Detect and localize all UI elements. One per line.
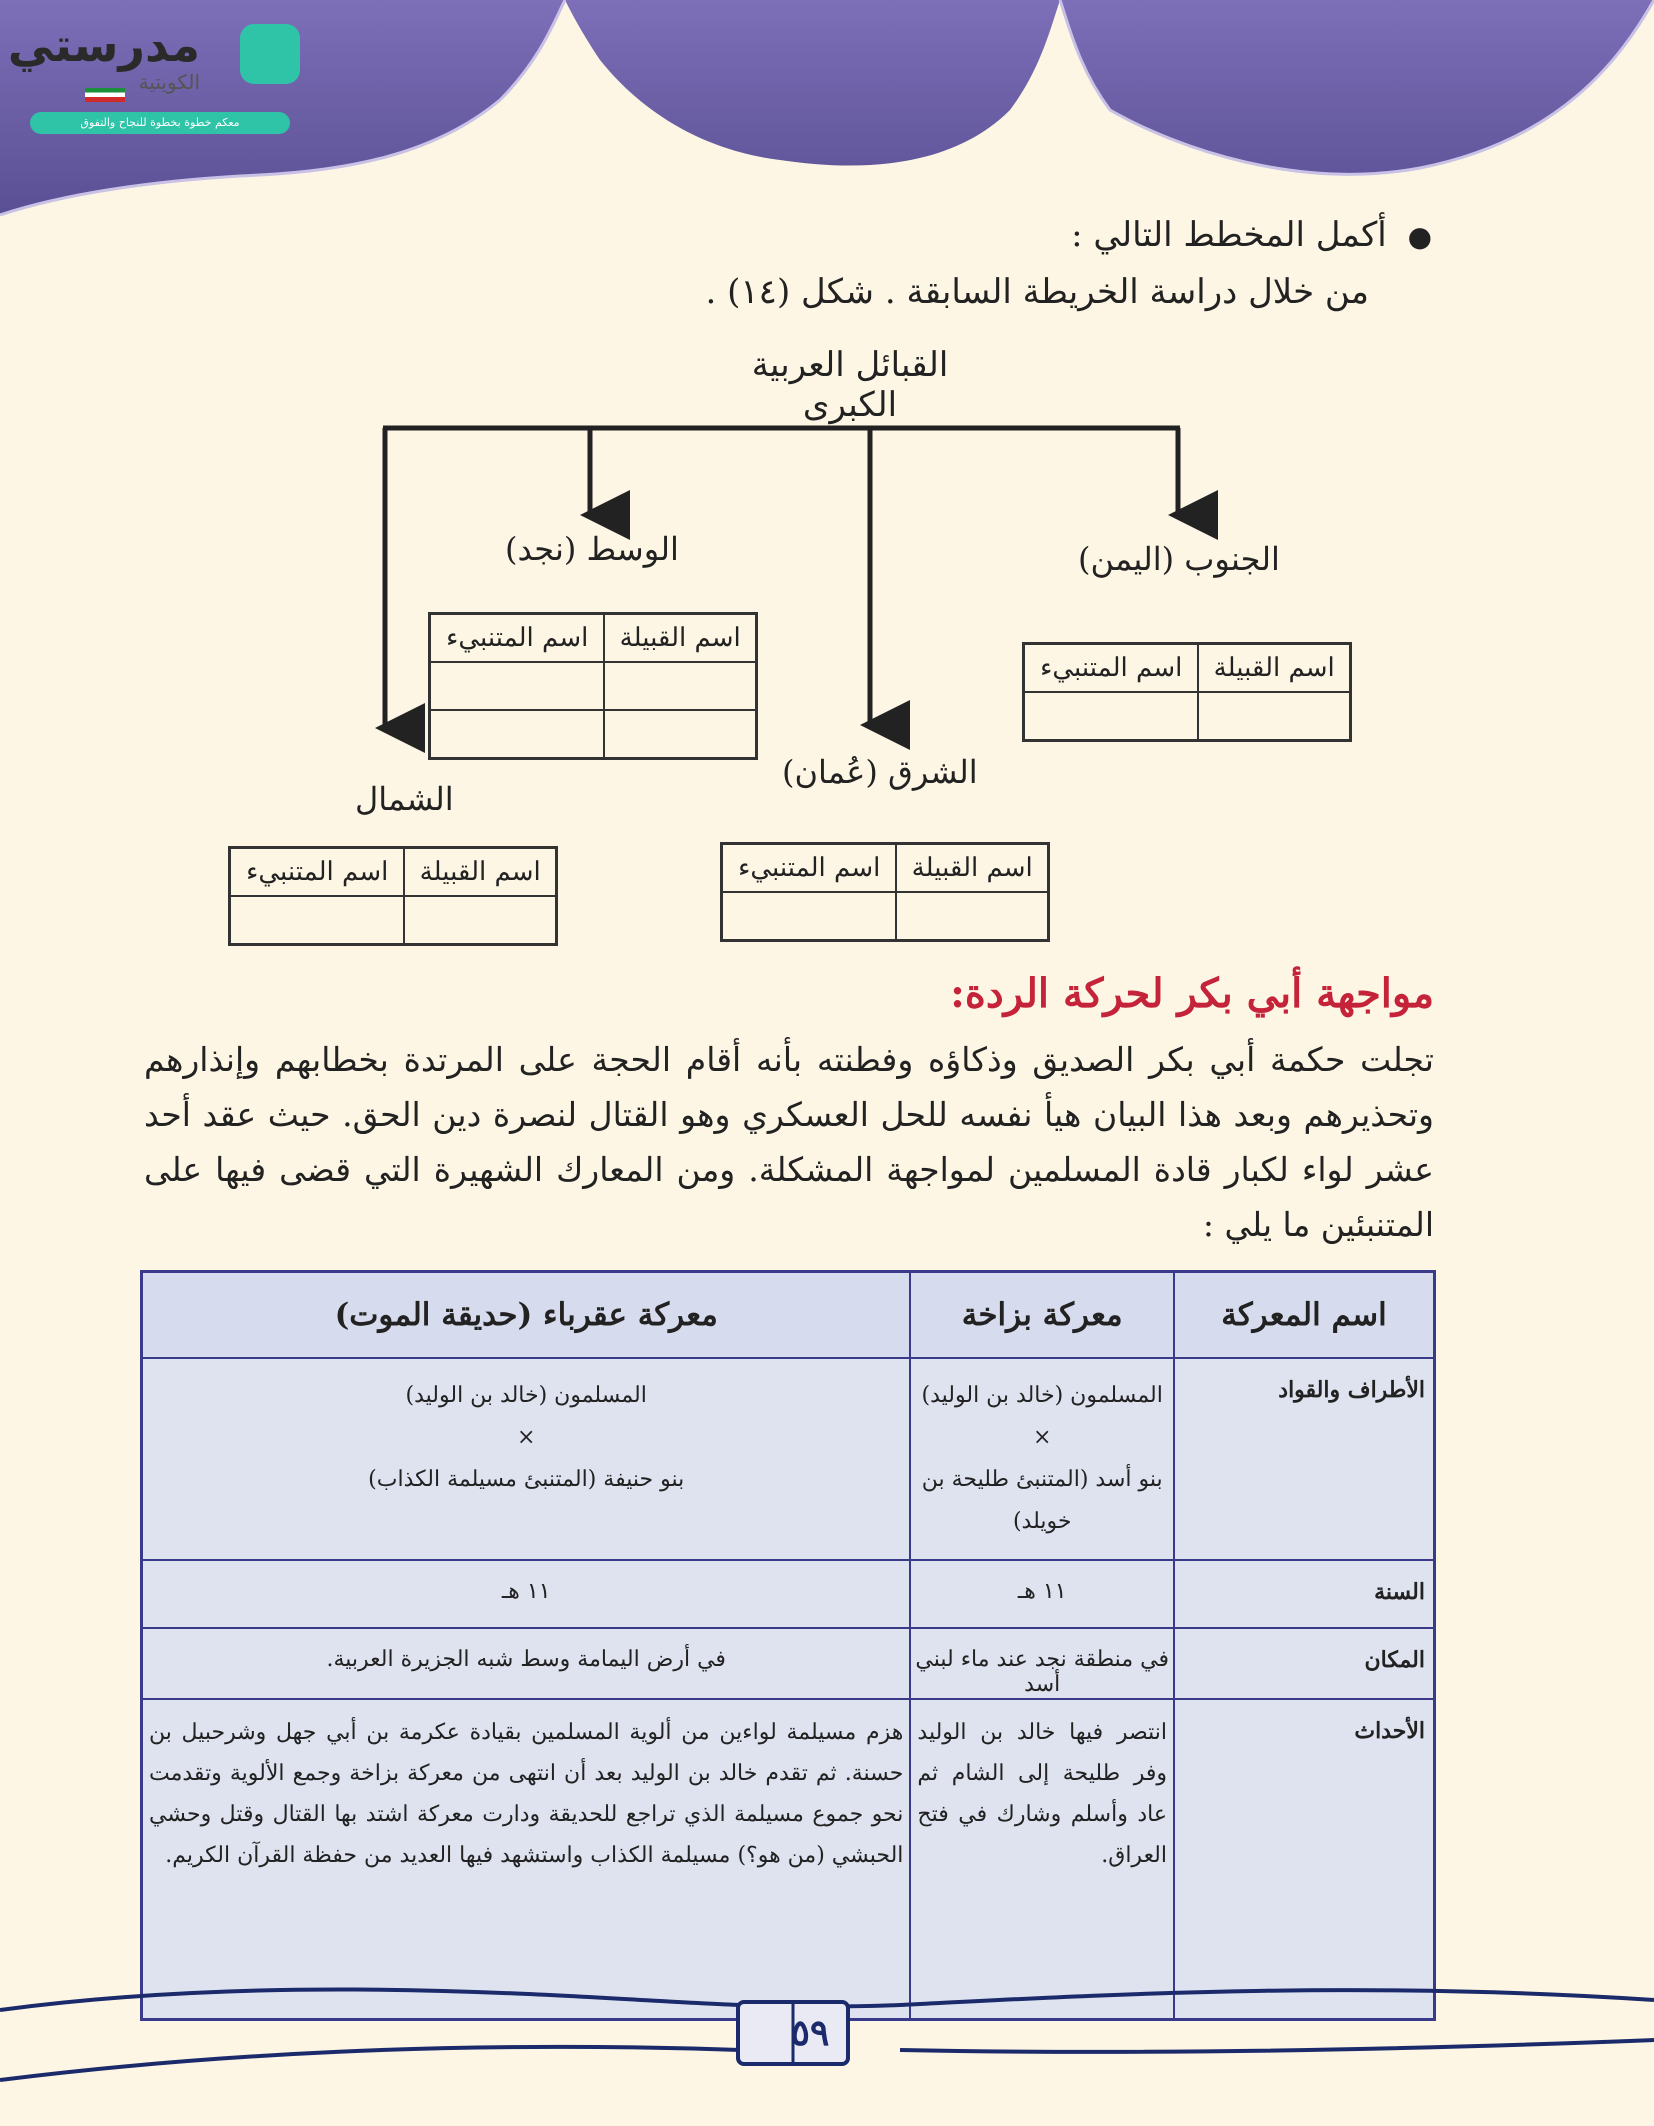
region-east-label: الشرق (عُمان)	[782, 753, 978, 791]
north-tribes-table	[228, 846, 558, 946]
table-row	[142, 1358, 1435, 1560]
source-note: من خلال دراسة الخريطة السابقة . شكل (١٤) .	[705, 272, 1369, 312]
blank-cell[interactable]	[722, 892, 897, 941]
blank-cell[interactable]	[430, 662, 605, 710]
party-line: المسلمون (خالد بن الوليد)	[921, 1383, 1163, 1408]
page-number: ٥٩	[790, 2012, 830, 2054]
col-tribe: اسم القبيلة	[1198, 644, 1350, 693]
versus-mark: ×	[516, 1425, 536, 1450]
col-prophet: اسم المتنبيء	[722, 844, 897, 893]
diagram-root: القبائل العربية الكبرى	[751, 345, 949, 425]
table-header-row	[142, 1272, 1435, 1359]
col-tribe: اسم القبيلة	[896, 844, 1048, 893]
row-label: السنة	[1174, 1560, 1435, 1628]
blank-cell[interactable]	[430, 710, 605, 759]
region-south-label: الجنوب (اليمن)	[1078, 540, 1280, 578]
logo-tagline: معكم خطوة بخطوة للنجاح والتفوق	[30, 112, 290, 134]
region-central-label: الوسط (نجد)	[505, 530, 679, 568]
buzakha-place: في منطقة نجد عند ماء لبني أسد	[910, 1628, 1174, 1699]
party-line: بنو أسد (المتنبئ طليحة بن خويلد)	[921, 1467, 1163, 1534]
bullet-icon: ●	[1407, 220, 1432, 253]
buzakha-parties	[910, 1358, 1174, 1560]
east-tribes-table	[720, 842, 1050, 942]
blank-cell[interactable]	[896, 892, 1048, 941]
buzakha-year: ١١ هـ	[910, 1560, 1174, 1628]
col-prophet: اسم المتنبيء	[430, 614, 605, 663]
central-tribes-table	[428, 612, 758, 760]
instruction-text: أكمل المخطط التالي :	[1071, 215, 1387, 255]
header-battle-name: اسم المعركة	[1174, 1272, 1435, 1359]
row-label: المكان	[1174, 1628, 1435, 1699]
blank-cell[interactable]	[604, 662, 756, 710]
logo-country: الكويتية	[138, 70, 200, 94]
blank-cell[interactable]	[604, 710, 756, 759]
battles-table	[140, 1270, 1436, 2021]
aqraba-events: هزم مسيلمة لواءين من ألوية المسلمين بقيادة عكرمة بن أبي جهل وشرحبيل بن حسنة. ثم تقدم خالد بن الوليد بعد أن انتهى من معركة بزاخة وجمع الألوية وتقدمت نحو جموع مسيلمة الذي تراجع للحديقة ودارت معركة اشتد بها القتال وقتل وحشي الحبشي (من هو؟) مسيلمة الكذاب واستشهد فيها العديد من حفظة القرآن الكريم.	[142, 1699, 911, 2019]
region-north-label: الشمال	[355, 780, 454, 818]
table-row	[142, 1560, 1435, 1628]
row-label: الأطراف والقواد	[1174, 1358, 1435, 1560]
section-paragraph: تجلت حكمة أبي بكر الصديق وذكاؤه وفطنته بأنه أقام الحجة على المرتدة بخطابهم وإنذارهم وتحذيرهم وبعد هذا البيان هيأ نفسه للحل العسكري وهو القتال لنصرة دين الحق. حيث عقد أحد عشر لواء لكبار قادة المسلمين لمواجهة المشكلة. ومن المعارك الشهيرة التي قضى فيها على المتنبئين ما يلي :	[144, 1040, 1434, 1244]
versus-mark: ×	[1032, 1425, 1052, 1450]
blank-cell[interactable]	[230, 896, 405, 945]
col-prophet: اسم المتنبيء	[230, 848, 405, 897]
logo-name: مدرستي	[7, 18, 200, 72]
aqraba-parties	[142, 1358, 911, 1560]
section-title: مواجهة أبي بكر لحركة الردة:	[950, 970, 1434, 1017]
header-aqraba: معركة عقرباء (حديقة الموت)	[142, 1272, 911, 1359]
party-line: بنو حنيفة (المتنبئ مسيلمة الكذاب)	[368, 1467, 685, 1492]
buzakha-events: انتصر فيها خالد بن الوليد وفر طليحة إلى الشام ثم عاد وأسلم وشارك في فتح العراق.	[910, 1699, 1174, 2019]
col-tribe: اسم القبيلة	[404, 848, 556, 897]
col-tribe: اسم القبيلة	[604, 614, 756, 663]
party-line: المسلمون (خالد بن الوليد)	[405, 1383, 647, 1408]
aqraba-year: ١١ هـ	[142, 1560, 911, 1628]
header-buzakha: معركة بزاخة	[910, 1272, 1174, 1359]
south-tribes-table	[1022, 642, 1352, 742]
col-prophet: اسم المتنبيء	[1024, 644, 1199, 693]
blank-cell[interactable]	[1024, 692, 1199, 741]
blank-cell[interactable]	[404, 896, 556, 945]
table-row	[142, 1628, 1435, 1699]
aqraba-place: في أرض اليمامة وسط شبه الجزيرة العربية.	[142, 1628, 911, 1699]
blank-cell[interactable]	[1198, 692, 1350, 741]
row-label: الأحداث	[1174, 1699, 1435, 2019]
